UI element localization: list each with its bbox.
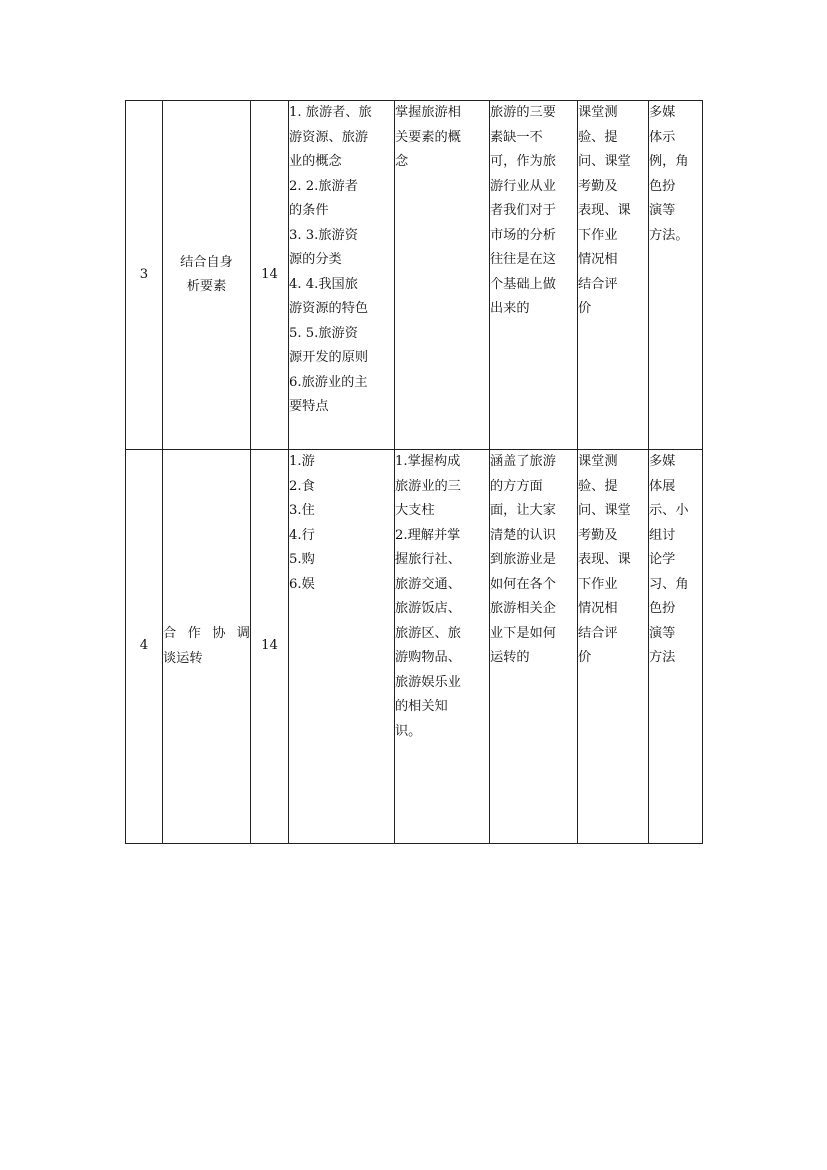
text-line: 验、提 bbox=[578, 129, 618, 145]
text-line: 5.购 bbox=[289, 552, 315, 567]
text-line: 的相关知 bbox=[395, 699, 448, 714]
text-line: 验、提 bbox=[578, 478, 618, 494]
text-line: 体示 bbox=[649, 129, 676, 145]
text-line: 个基础上做 bbox=[490, 276, 556, 292]
text-line: 多媒 bbox=[649, 454, 676, 469]
text-line: 3. 3.旅游资 bbox=[289, 227, 358, 243]
ideology-cell bbox=[490, 450, 578, 844]
text-line: 旅游业的三 bbox=[395, 478, 461, 494]
text-line: 习、角 bbox=[649, 576, 689, 592]
text-line: 2. 2.旅游者 bbox=[289, 178, 358, 194]
unit-number-cell: 3 bbox=[126, 101, 163, 450]
text-line: 问、课堂 bbox=[578, 154, 631, 169]
text-line: 1. 旅游者、旅 bbox=[289, 105, 372, 120]
text-line: 考勤及 bbox=[578, 178, 618, 194]
text-line: 结合评 bbox=[578, 625, 618, 641]
text-line: 2.食 bbox=[289, 478, 315, 494]
text-line: 色扮 bbox=[649, 178, 676, 194]
hours-cell: 14 bbox=[251, 450, 289, 844]
text-line: 往往是在这 bbox=[490, 252, 556, 267]
text-line: 4.行 bbox=[289, 527, 315, 543]
text-line: 者我们对于 bbox=[490, 203, 556, 218]
text-line: 情况相 bbox=[578, 601, 618, 616]
text-line: 演等 bbox=[649, 203, 676, 218]
text-line: 涵盖了旅游 bbox=[490, 454, 556, 469]
text-line: 运转的 bbox=[490, 650, 530, 665]
text-line: 析要素 bbox=[186, 279, 227, 294]
text-line: 表现、课 bbox=[578, 203, 631, 218]
text-line: 色扮 bbox=[649, 601, 676, 616]
text-line: 市场的分析 bbox=[490, 227, 556, 243]
text-line: 课堂测 bbox=[578, 454, 618, 469]
text-line: 5. 5.旅游资 bbox=[289, 325, 358, 341]
text-line: 游购物品、 bbox=[395, 650, 461, 665]
ideology-cell bbox=[490, 101, 578, 450]
text-line: 论学 bbox=[649, 552, 676, 567]
text-line: 多媒 bbox=[649, 105, 676, 120]
unit-number-cell: 4 bbox=[126, 450, 163, 844]
text-line: 旅游相关企 bbox=[490, 601, 556, 616]
text-line: 情况相 bbox=[578, 252, 618, 267]
text-line: 素缺一不 bbox=[490, 129, 543, 145]
text-line: 价 bbox=[578, 301, 592, 316]
text-line: 下作业 bbox=[578, 227, 618, 243]
table-row bbox=[126, 450, 703, 844]
text-line: 到旅游业是 bbox=[490, 552, 556, 567]
table-row bbox=[126, 101, 703, 450]
text-line: 旅游区、旅 bbox=[395, 625, 461, 641]
unit-title-cell bbox=[163, 101, 251, 450]
text-line: 源开发的原则 bbox=[289, 350, 369, 365]
text-line: 旅游娱乐业 bbox=[395, 674, 461, 690]
text-line: 旅游的三要 bbox=[490, 105, 556, 120]
text-line: 1.游 bbox=[289, 454, 315, 469]
text-line: 业的概念 bbox=[289, 154, 342, 169]
text-line: 示、小 bbox=[649, 503, 689, 518]
hours-cell: 14 bbox=[251, 101, 289, 450]
content-cell bbox=[289, 450, 395, 844]
objective-cell bbox=[395, 101, 490, 450]
text-line: 例，角 bbox=[649, 154, 689, 169]
text-line: 表现、课 bbox=[578, 552, 631, 567]
text-line: 结合自身 bbox=[180, 254, 233, 270]
text-line: 4. 4.我国旅 bbox=[289, 276, 358, 292]
text-line: 1.掌握构成 bbox=[395, 454, 461, 469]
text-line: 方法 bbox=[649, 650, 676, 665]
text-line: 关要素的概 bbox=[395, 129, 461, 145]
text-line: 业下是如何 bbox=[490, 625, 556, 641]
text-line: 念 bbox=[395, 154, 409, 169]
text-line: 组讨 bbox=[649, 527, 676, 543]
text-line: 的条件 bbox=[289, 203, 329, 218]
text-line: 的方方面 bbox=[490, 478, 543, 494]
course-schedule-table bbox=[125, 100, 703, 844]
text-line: 结合评 bbox=[578, 276, 618, 292]
text-line: 清楚的认识 bbox=[490, 527, 556, 543]
text-line: 握旅行社、 bbox=[395, 552, 461, 567]
assessment-cell bbox=[578, 450, 649, 844]
text-line: 考勤及 bbox=[578, 527, 618, 543]
text-line: 3.住 bbox=[289, 503, 315, 518]
text-line: 体展 bbox=[649, 478, 676, 494]
text-line: 下作业 bbox=[578, 576, 618, 592]
text-line: 如何在各个 bbox=[490, 576, 556, 592]
text-line: 旅游交通、 bbox=[395, 576, 461, 592]
text-line: 课堂测 bbox=[578, 105, 618, 120]
text-line: 旅游饭店、 bbox=[395, 601, 461, 616]
text-line: 6.旅游业的主 bbox=[289, 374, 368, 390]
text-line: 游行业从业 bbox=[490, 178, 556, 194]
text-line: 要特点 bbox=[289, 399, 329, 414]
text-line: 合作协调 bbox=[163, 626, 250, 641]
text-line: 6.娱 bbox=[289, 576, 315, 592]
text-line: 可，作为旅 bbox=[490, 154, 556, 169]
content-cell bbox=[289, 101, 395, 450]
text-line: 源的分类 bbox=[289, 252, 342, 267]
text-line: 识。 bbox=[395, 723, 422, 739]
text-line: 谈运转 bbox=[163, 650, 203, 666]
text-line: 掌握旅游相 bbox=[395, 105, 461, 120]
text-line: 问、课堂 bbox=[578, 503, 631, 518]
table-body bbox=[126, 101, 703, 844]
text-line: 面，让大家 bbox=[490, 503, 556, 518]
text-line: 大支柱 bbox=[395, 503, 435, 518]
text-line: 2.理解并掌 bbox=[395, 527, 461, 543]
text-line: 游资源的特色 bbox=[289, 301, 369, 316]
teaching-method-cell bbox=[649, 450, 703, 844]
assessment-cell bbox=[578, 101, 649, 450]
objective-cell bbox=[395, 450, 490, 844]
text-line: 演等 bbox=[649, 625, 676, 641]
unit-title-cell bbox=[163, 450, 251, 844]
text-line: 价 bbox=[578, 650, 592, 665]
teaching-method-cell bbox=[649, 101, 703, 450]
text-line: 方法。 bbox=[649, 227, 689, 243]
text-line: 出来的 bbox=[490, 301, 530, 316]
text-line: 游资源、旅游 bbox=[289, 129, 369, 145]
